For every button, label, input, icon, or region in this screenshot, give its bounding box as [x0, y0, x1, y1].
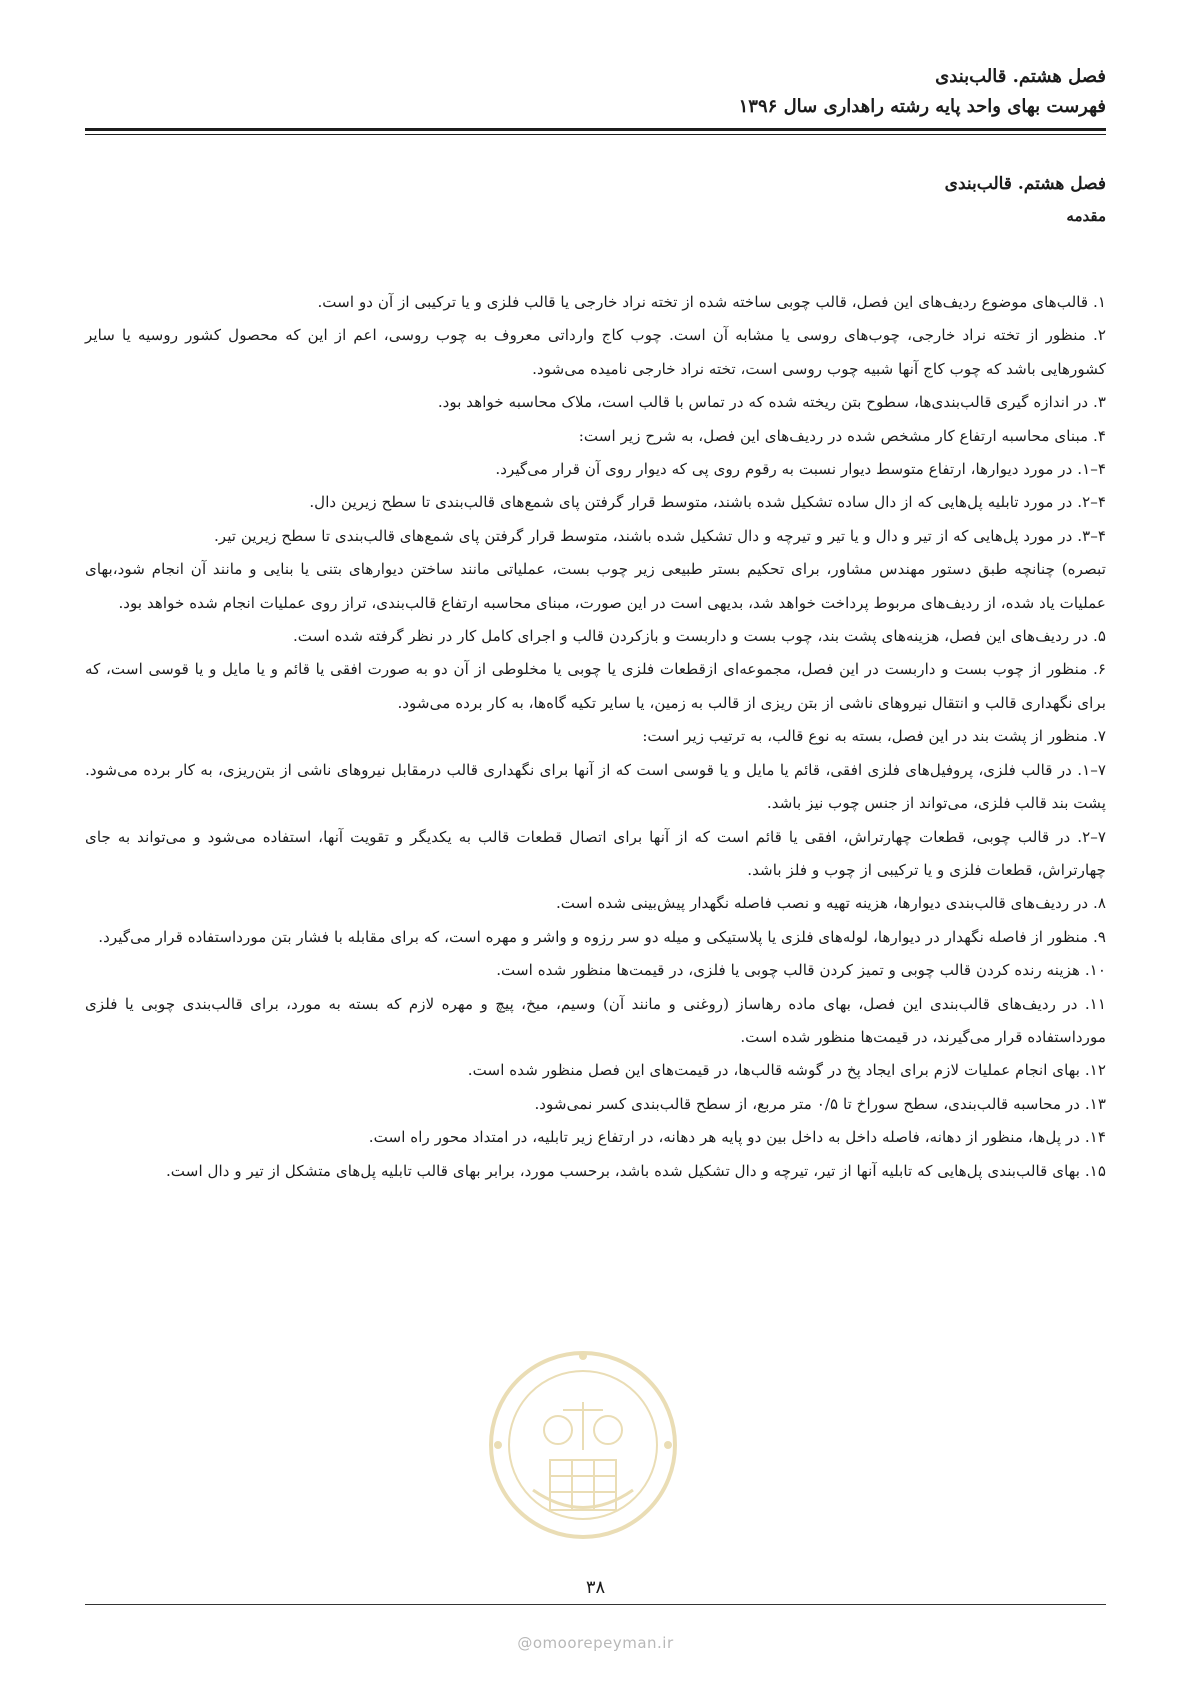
header-rule-thin — [85, 134, 1106, 135]
paragraph: ۵. در ردیف‌های این فصل، هزینه‌های پشت بند، چوب بست و داربست و بازکردن قالب و اجرای کامل کار در نظر گرفته شده است. — [292, 627, 1106, 646]
paragraph: ۱۳. در محاسبه قالب‌بندی، سطح سوراخ تا ۰/۵ متر مربع، از سطح قالب‌بندی کسر نمی‌شود. — [534, 1094, 1106, 1113]
paragraph: ۱۰. هزینه رنده کردن قالب چوبی و تمیز کردن قالب چوبی یا فلزی، در قیمت‌ها منظور شده است. — [496, 961, 1106, 980]
page-number: ۳۸ — [585, 1577, 606, 1598]
document-body — [85, 286, 1106, 1188]
seal-emblem-icon — [478, 1340, 688, 1570]
section-title: فصل هشتم. قالب‌بندی — [944, 174, 1106, 194]
paragraph: ۶. منظور از چوب بست و داربست در این فصل، مجموعه‌ای ازقطعات فلزی یا چوبی یا مخلوطی از آن دو به صورت افقی یا قائم و یا مایل و یا قوسی است، که برای نگهداری قالب و انتقال نیروهای ناشی از بتن ریزی از قالب به زمین، یا سایر تکیه گاه‌ها، به کار برده می‌شود. — [85, 660, 1106, 712]
paragraph: ۱۲. بهای انجام عملیات لازم برای ایجاد پخ در گوشه قالب‌ها، در قیمت‌های این فصل منظور شده است. — [467, 1061, 1106, 1080]
paragraph: ۷–۲. در قالب چوبی، قطعات چهارتراش، افقی یا قائم است که از آنها برای اتصال قطعات قالب به یکدیگر و تقویت آنها، استفاده می‌شود و می‌تواند به جای چهارتراش، قطعات فلزی و یا ترکیبی از چوب و فلز باشد. — [85, 827, 1106, 879]
header-book-title: فهرست بهای واحد پایه رشته راهداری سال ۱۳۹۶ — [738, 96, 1106, 117]
paragraph: ۱. قالب‌های موضوع ردیف‌های این فصل، قالب چوبی ساخته شده از تخته نراد خارجی یا قالب فلزی و یا ترکیبی از آن دو است. — [317, 293, 1106, 311]
paragraph: ۳. در اندازه گیری قالب‌بندی‌ها، سطوح بتن ریخته شده که در تماس با قالب است، ملاک محاسبه خواهد بود. — [437, 393, 1106, 412]
paragraph: ۱۱. در ردیف‌های قالب‌بندی این فصل، بهای ماده رهاساز (روغنی و مانند آن) وسیم، میخ، پیچ و مهره لازم که بسته به مورد، برای قالب‌بندی چوبی یا فلزی مورداستفاده قرار می‌گیرند، در قیمت‌ها منظور شده است. — [85, 994, 1106, 1046]
header-chapter-title: فصل هشتم. قالب‌بندی — [935, 66, 1106, 87]
paragraph: ۴. مبنای محاسبه ارتفاع کار مشخص شده در ردیف‌های این فصل، به شرح زیر است: — [578, 426, 1106, 445]
paragraph: ۱۴. در پل‌ها، منظور از دهانه، فاصله داخل به داخل بین دو پایه هر دهانه، در ارتفاع زیر تابلیه، در امتداد محور راه است. — [368, 1128, 1106, 1147]
footer-rule — [85, 1604, 1106, 1605]
paragraph: ۱۵. بهای قالب‌بندی پل‌هایی که تابلیه آنها از تیر، تیرچه و دال تشکیل شده باشد، برحسب مورد، برابر بهای قالب تابلیه پل‌های متشکل از تیر و دال است. — [165, 1161, 1106, 1180]
paragraph: ۷–۱. در قالب فلزی، پروفیل‌های فلزی افقی، قائم یا مایل و یا قوسی است که از آنها برای نگهداری قالب درمقابل نیروهای ناشی از بتن‌ریزی، به کار برده می‌شود. پشت بند قالب فلزی، می‌تواند از جنس چوب نیز باشد. — [85, 760, 1106, 813]
section-intro-heading: مقدمه — [1066, 207, 1106, 225]
site-url-text: omoorepeyman.ir — [532, 1634, 674, 1652]
paragraph: ۴–۱. در مورد دیوارها، ارتفاع متوسط دیوار نسبت به رقوم روی پی که دیوار روی آن قرار می‌گیرد. — [495, 460, 1106, 479]
paragraph: ۲. منظور از تخته نراد خارجی، چوب‌های روسی یا مشابه آن است. چوب کاج وارداتی معروف به چوب روسی، اعم از این که محصول کشور روسیه یا سایر کشورهایی باشد که چوب کاج آنها شبیه چوب روسی است، تخته نراد خارجی نامیده می‌شود. — [85, 326, 1106, 378]
paragraph: ۴–۳. در مورد پل‌هایی که از تیر و دال و یا تیر و تیرچه و دال تشکیل شده باشند، متوسط قرار گرفتن پای شمع‌های قالب‌بندی تا سطح زیرین تیر. — [213, 526, 1106, 545]
paragraph: ۴–۲. در مورد تابلیه پل‌هایی که از دال ساده تشکیل شده باشند، متوسط قرار گرفتن پای شمع‌های قالب‌بندی تا سطح زیرین دال. — [309, 493, 1106, 512]
paragraph: ۸. در ردیف‌های قالب‌بندی دیوارها، هزینه تهیه و نصب فاصله نگهدار پیش‌بینی شده است. — [555, 894, 1106, 913]
note-paragraph: تبصره) چنانچه طبق دستور مهندس مشاور، برای تحکیم بستر طبیعی زیر چوب بست، عملیاتی مانند ساختن دیوارهای بتنی یا بنایی و مانند آن انجام شود،بهای عملیات یاد شده، از ردیف‌های مربوط پرداخت خواهد شد، بدیهی است در این صورت، مبنای محاسبه ارتفاع قالب‌بندی، تراز روی عملیات انجام شده خواهد بود. — [85, 560, 1106, 612]
header-rule-thick — [85, 128, 1106, 131]
site-url: @omoorepeyman.ir — [517, 1634, 674, 1652]
running-header — [85, 62, 1106, 122]
paragraph: ۷. منظور از پشت بند در این فصل، بسته به نوع قالب، به ترتیب زیر است: — [642, 727, 1106, 746]
paragraph: ۹. منظور از فاصله نگهدار در دیوارها، لوله‌های فلزی یا پلاستیکی و میله دو سر رزوه و واشر و مهره است، که برای مقابله با فشار بتن مورداستفاده قرار می‌گیرد. — [98, 927, 1106, 946]
